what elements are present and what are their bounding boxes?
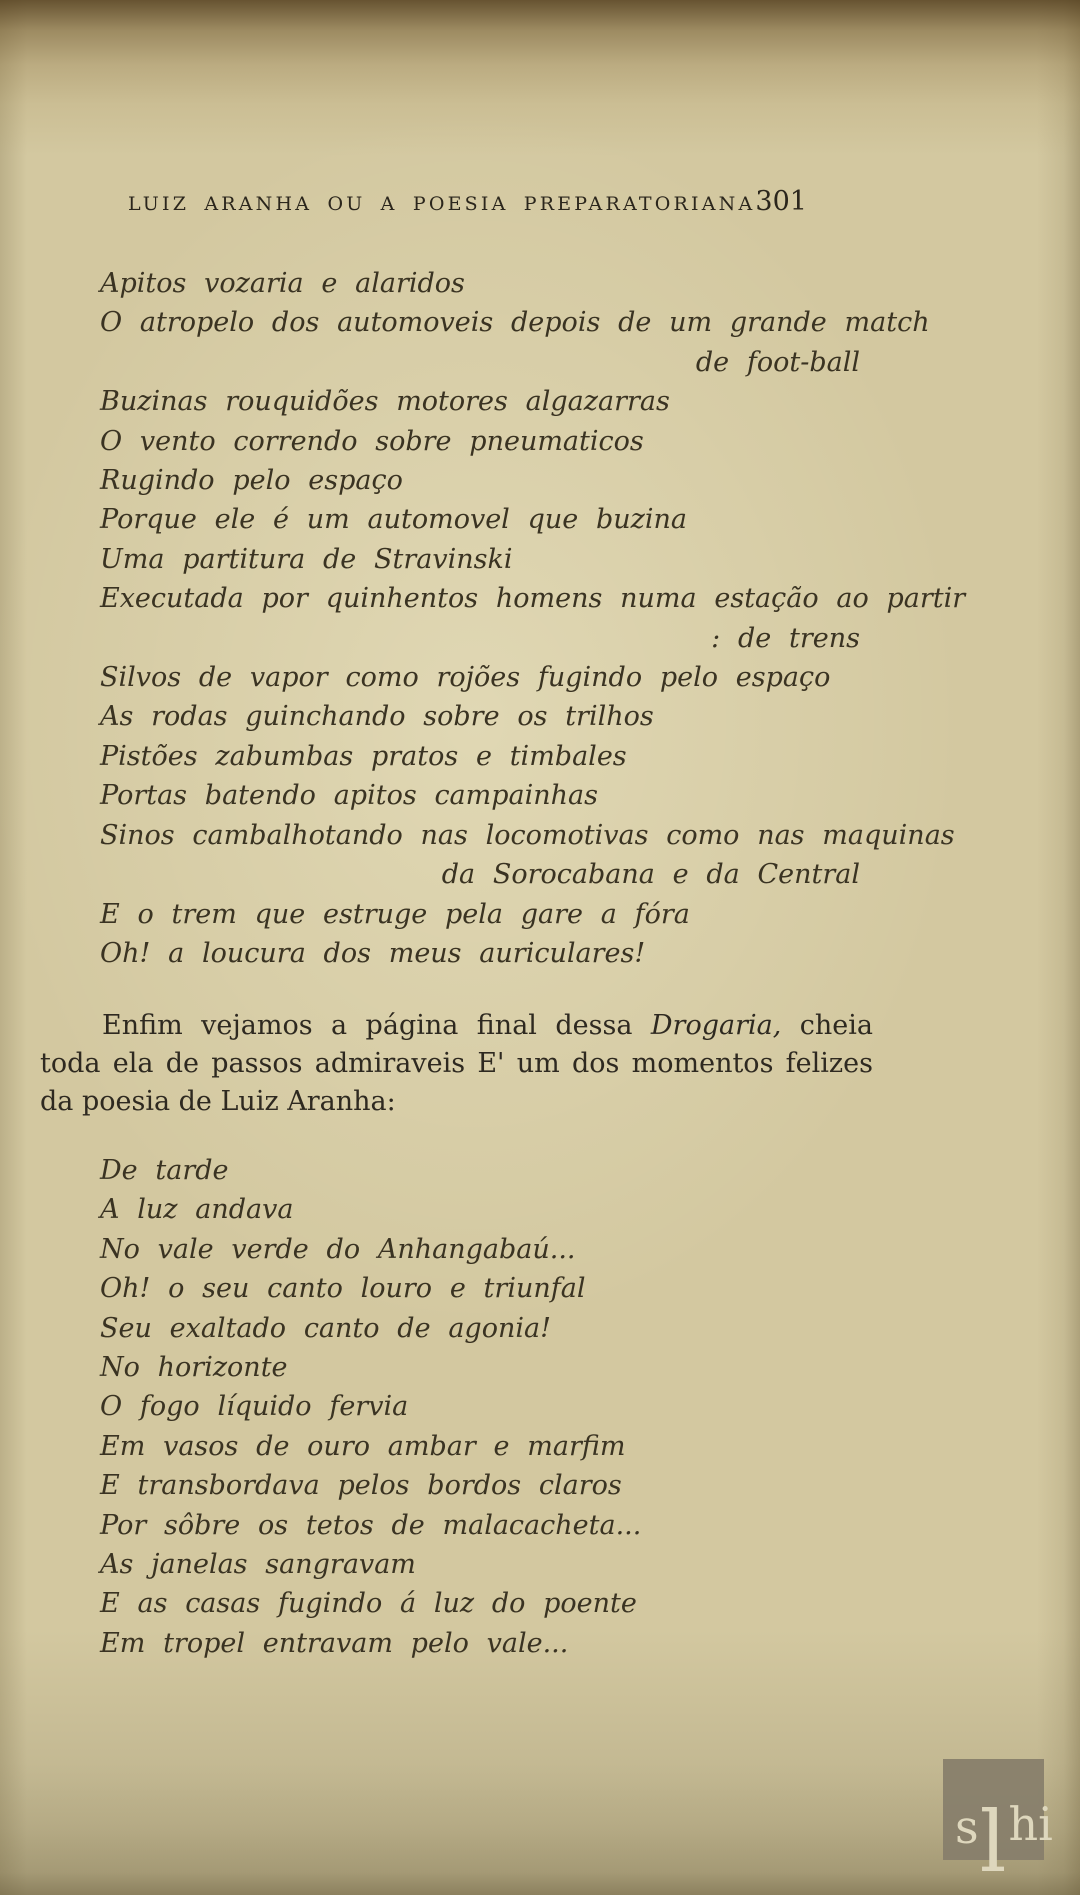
slhi-watermark-letters	[955, 1792, 1053, 1891]
prose-paragraph	[40, 1007, 873, 1120]
poem-line: De tarde	[100, 1155, 229, 1186]
poem-line: Apitos vozaria e alaridos	[100, 268, 465, 299]
poem-line: No vale verde do Anhangabaú...	[100, 1233, 576, 1265]
poem-line: Portas batendo apitos campainhas	[100, 780, 599, 812]
poem-line: Em tropel entravam pelo vale...	[100, 1627, 569, 1659]
prose-line: da poesia de Luiz Aranha:	[40, 1085, 396, 1117]
poem-line: E o trem que estruge pela gare a fóra	[100, 898, 690, 930]
poem-line: de foot-ball	[695, 346, 860, 378]
poem-line: O atropelo dos automoveis depois de um grande match	[100, 307, 930, 339]
prose-line	[40, 1007, 873, 1045]
poem-line: Pistões zabumbas pratos e timbales	[100, 740, 627, 772]
poem-second	[100, 1151, 860, 1663]
poem-line: Oh! a loucura dos meus auriculares!	[100, 937, 646, 969]
running-head-title: LUIZ ARANHA OU A POESIA PREPARATORIANA	[128, 193, 756, 215]
poem-line: As janelas sangravam	[100, 1549, 416, 1581]
work-title-italic: Drogaria,	[650, 1010, 782, 1041]
prose-line: toda ela de passos admiraveis E' um dos momentos felizes	[40, 1047, 873, 1079]
poem-line: Oh! o seu canto louro e triunfal	[100, 1273, 586, 1305]
poem-line: Por sôbre os tetos de malacacheta...	[100, 1509, 642, 1541]
poem-line: A luz andava	[100, 1194, 294, 1226]
watermark-letter: l	[979, 1792, 1007, 1891]
poem-line: Executada por quinhentos homens numa estação ao partir	[100, 583, 966, 615]
page-number: 301	[755, 186, 807, 217]
poem-line: Porque ele é um automovel que buzina	[100, 504, 688, 536]
poem-line: Buzinas rouquidões motores algazarras	[100, 386, 670, 418]
poem-line: O vento correndo sobre pneumaticos	[100, 425, 644, 457]
poem-line: Silvos de vapor como rojões fugindo pelo espaço	[100, 662, 831, 694]
page-header	[128, 186, 807, 217]
poem-line: Sinos cambalhotando nas locomotivas como nas maquinas	[100, 819, 955, 851]
watermark-letter: s	[955, 1800, 979, 1854]
poem-line: Seu exaltado canto de agonia!	[100, 1312, 551, 1344]
poem-line: Uma partitura de Stravinski	[100, 543, 513, 575]
poem-line: Rugindo pelo espaço	[100, 465, 403, 497]
poem-line: : de trens	[711, 622, 860, 654]
poem-line: E transbordava pelos bordos claros	[100, 1470, 622, 1502]
poem-line: O fogo líquido fervia	[100, 1391, 409, 1423]
poem-line: da Sorocabana e da Central	[441, 859, 860, 891]
poem-line: No horizonte	[100, 1352, 288, 1384]
prose-text: cheia	[781, 1010, 873, 1041]
poem-first	[100, 264, 966, 973]
poem-line: Em vasos de ouro ambar e marfim	[100, 1430, 626, 1462]
watermark-letter: hi	[1008, 1797, 1053, 1851]
poem-line: As rodas guinchando sobre os trilhos	[100, 701, 654, 733]
slhi-watermark-stamp	[943, 1759, 1053, 1891]
poem-line: E as casas fugindo á luz do poente	[100, 1588, 637, 1620]
prose-text: Enfim vejamos a página final dessa	[102, 1010, 651, 1041]
